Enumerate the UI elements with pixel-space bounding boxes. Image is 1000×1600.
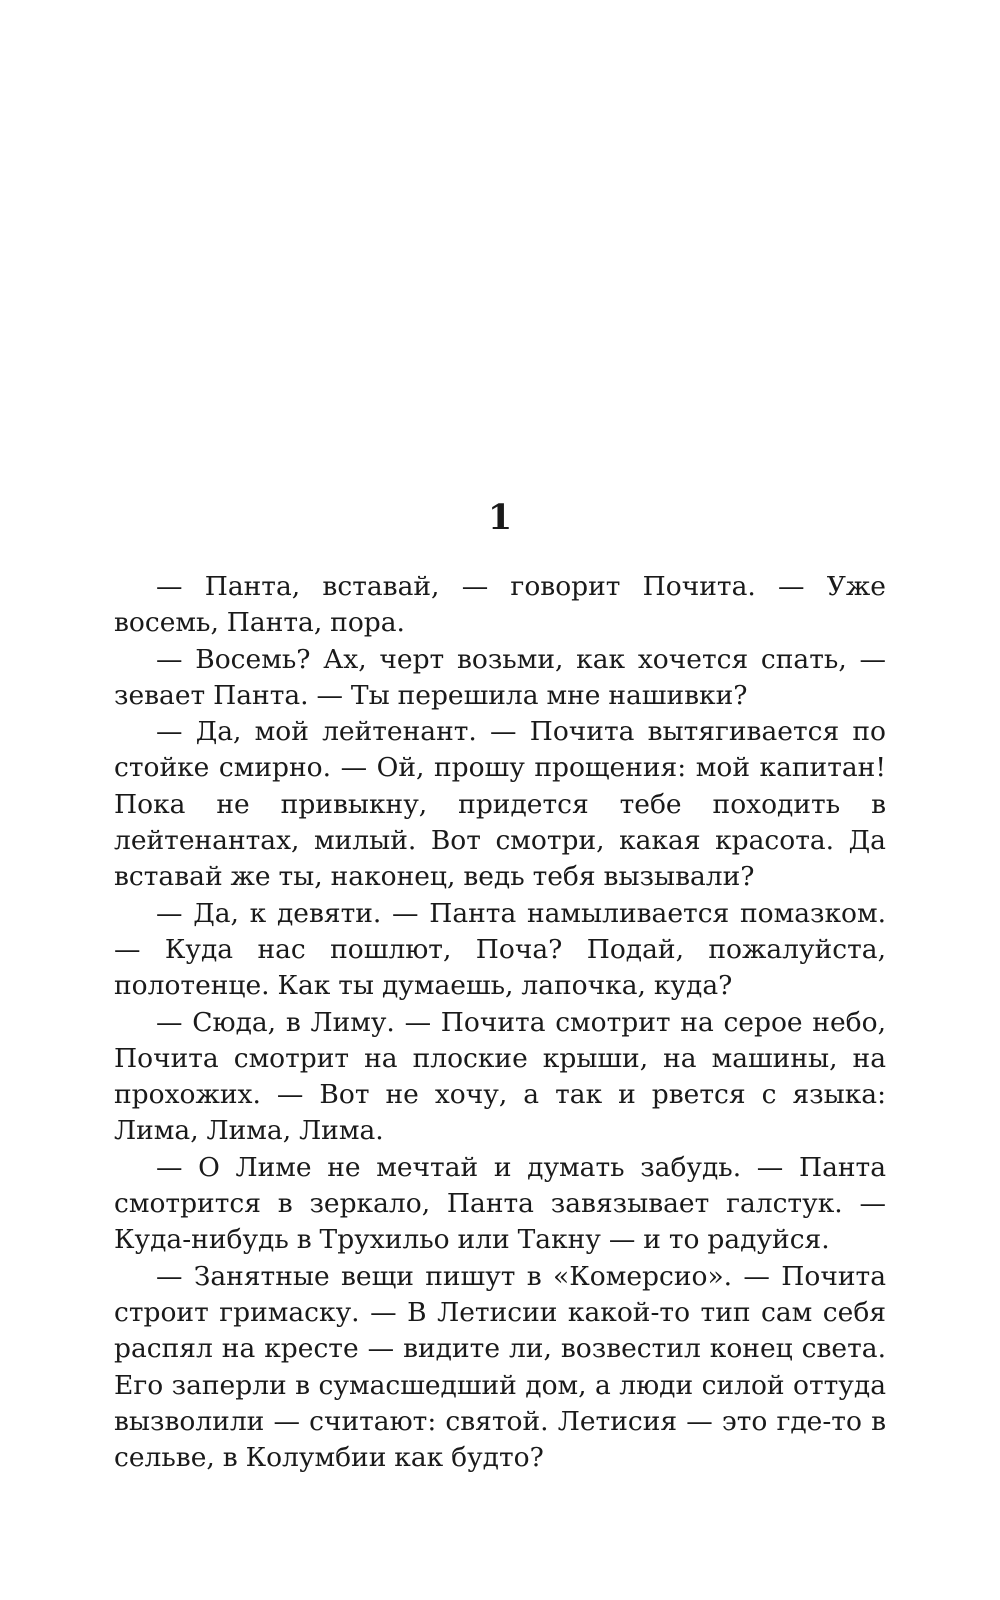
chapter-text	[114, 569, 886, 1476]
paragraph: — Да, к девяти. — Панта намыливается помазком. — Куда нас пошлют, Поча? Подай, пожалуйста, полотенце. Как ты думаешь, лапочка, куда?	[114, 897, 886, 1002]
paragraph: — Восемь? Ах, черт возьми, как хочется спать, — зевает Панта. — Ты перешила мне нашивки?	[114, 643, 886, 711]
chapter-number: 1	[487, 497, 513, 538]
paragraph: — О Лиме не мечтай и думать забудь. — Панта смотрится в зеркало, Панта завязывает галстук. — Куда-нибудь в Трухильо или Такну — и то радуйся.	[114, 1151, 886, 1256]
paragraph: — Да, мой лейтенант. — Почита вытягивается по стойке смирно. — Ой, прошу прощения: мой капитан! Пока не привыкну, придется тебе походить в лейтенантах, милый. Вот смотри, какая красота. Да вставай же ты, наконец, ведь тебя вызывали?	[114, 716, 886, 893]
paragraph: — Сюда, в Лиму. — Почита смотрит на серое небо, Почита смотрит на плоские крыши, на машины, на прохожих. — Вот не хочу, а так и рвется с языка: Лима, Лима, Лима.	[114, 1006, 886, 1147]
paragraph: — Панта, вставай, — говорит Почита. — Уже восемь, Панта, пора.	[114, 571, 886, 639]
paragraph: — Занятные вещи пишут в «Комерсио». — Почита строит гримаску. — В Летисии какой-то тип сам себя распял на кресте — видите ли, возвестил конец света. Его заперли в сумасшедший дом, а люди силой оттуда вызволили — считают: святой. Летисия — это где-то в сельве, в Колумбии как будто?	[114, 1260, 886, 1474]
